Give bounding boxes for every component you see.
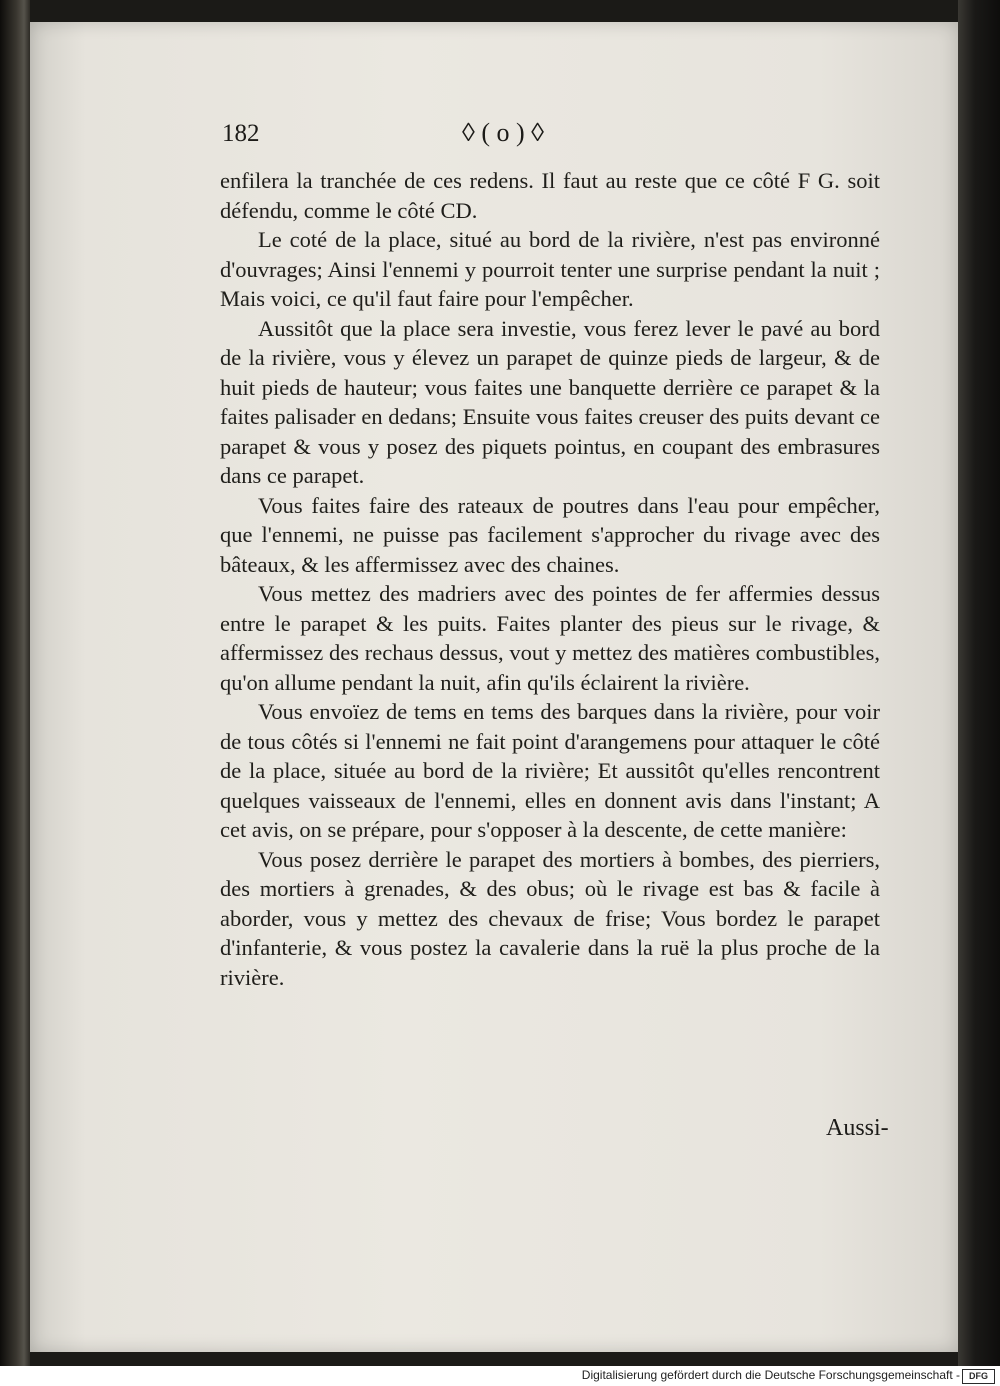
running-head: ◊ ( o ) ◊ xyxy=(462,118,545,147)
funding-notice: Digitalisierung gefördert durch die Deutsche Forschungsgemeinschaft - xyxy=(581,1368,960,1382)
paragraph-1: enfilera la tranchée de ces redens. Il faut au reste que ce côté F G. soit défendu, comme le côté CD. xyxy=(220,168,880,223)
digitization-footer xyxy=(0,1366,1000,1386)
catchword: Aussi- xyxy=(826,1115,889,1141)
book-binding-edge xyxy=(0,0,30,1366)
book-fore-edge xyxy=(958,0,1000,1366)
page-body xyxy=(220,166,880,992)
paragraph-4: Vous faites faire des rateaux de poutres dans l'eau pour empêcher, que l'ennemi, ne puisse pas facilement s'approcher du rivage avec des bâteaux, & les affermissez avec des chaines. xyxy=(220,492,880,577)
paragraph-5: Vous mettez des madriers avec des pointes de fer affermies dessus entre le parapet & les puits. Faites planter des pieus sur le rivage, & affermissez des rechaus dessus, vout y mettez des matières combustibles, qu'on allume pendant la nuit, afin qu'ils éclairent la rivière. xyxy=(220,581,880,695)
paragraph-3: Aussitôt que la place sera investie, vous ferez lever le pavé au bord de la rivière, vous y élevez un parapet de quinze pieds de largeur, & de huit pieds de hauteur; vous faites une banquette derrière ce parapet & la faites palisader en dedans; Ensuite vous faites creuser des puits devant ce parapet & vous y posez des piquets pointus, en coupant des embrasures dans ce parapet. xyxy=(220,315,880,488)
paragraph-6: Vous envoïez de tems en tems des barques dans la rivière, pour voir de tous côtés si l'ennemi ne fait point d'arangemens pour attaquer le côté de la place, située au bord de la rivière; Et aussitôt qu'elles rencontrent quelques vaisseaux de l'ennemi, elles en donnent avis dans l'instant; A cet avis, on se prépare, pour s'opposer à la descente, de cette manière: xyxy=(220,699,880,842)
paragraph-2: Le coté de la place, situé au bord de la rivière, n'est pas environné d'ouvrages; Ainsi l'ennemi y pourroit tenter une surprise pendant la nuit ; Mais voici, ce qu'il faut faire pour l'empêcher. xyxy=(220,227,880,311)
paragraph-7: Vous posez derrière le parapet des mortiers à bombes, des pierriers, des mortiers à grenades, & des obus; où le rivage est bas & facile à aborder, vous y mettez des chevaux de frise; Vous bordez le parapet d'infanterie, & vous postez la cavalerie dans la ruë la plus proche de la rivière. xyxy=(220,846,880,990)
page-number: 182 xyxy=(222,120,260,147)
dfg-logo: DFG xyxy=(962,1369,995,1384)
